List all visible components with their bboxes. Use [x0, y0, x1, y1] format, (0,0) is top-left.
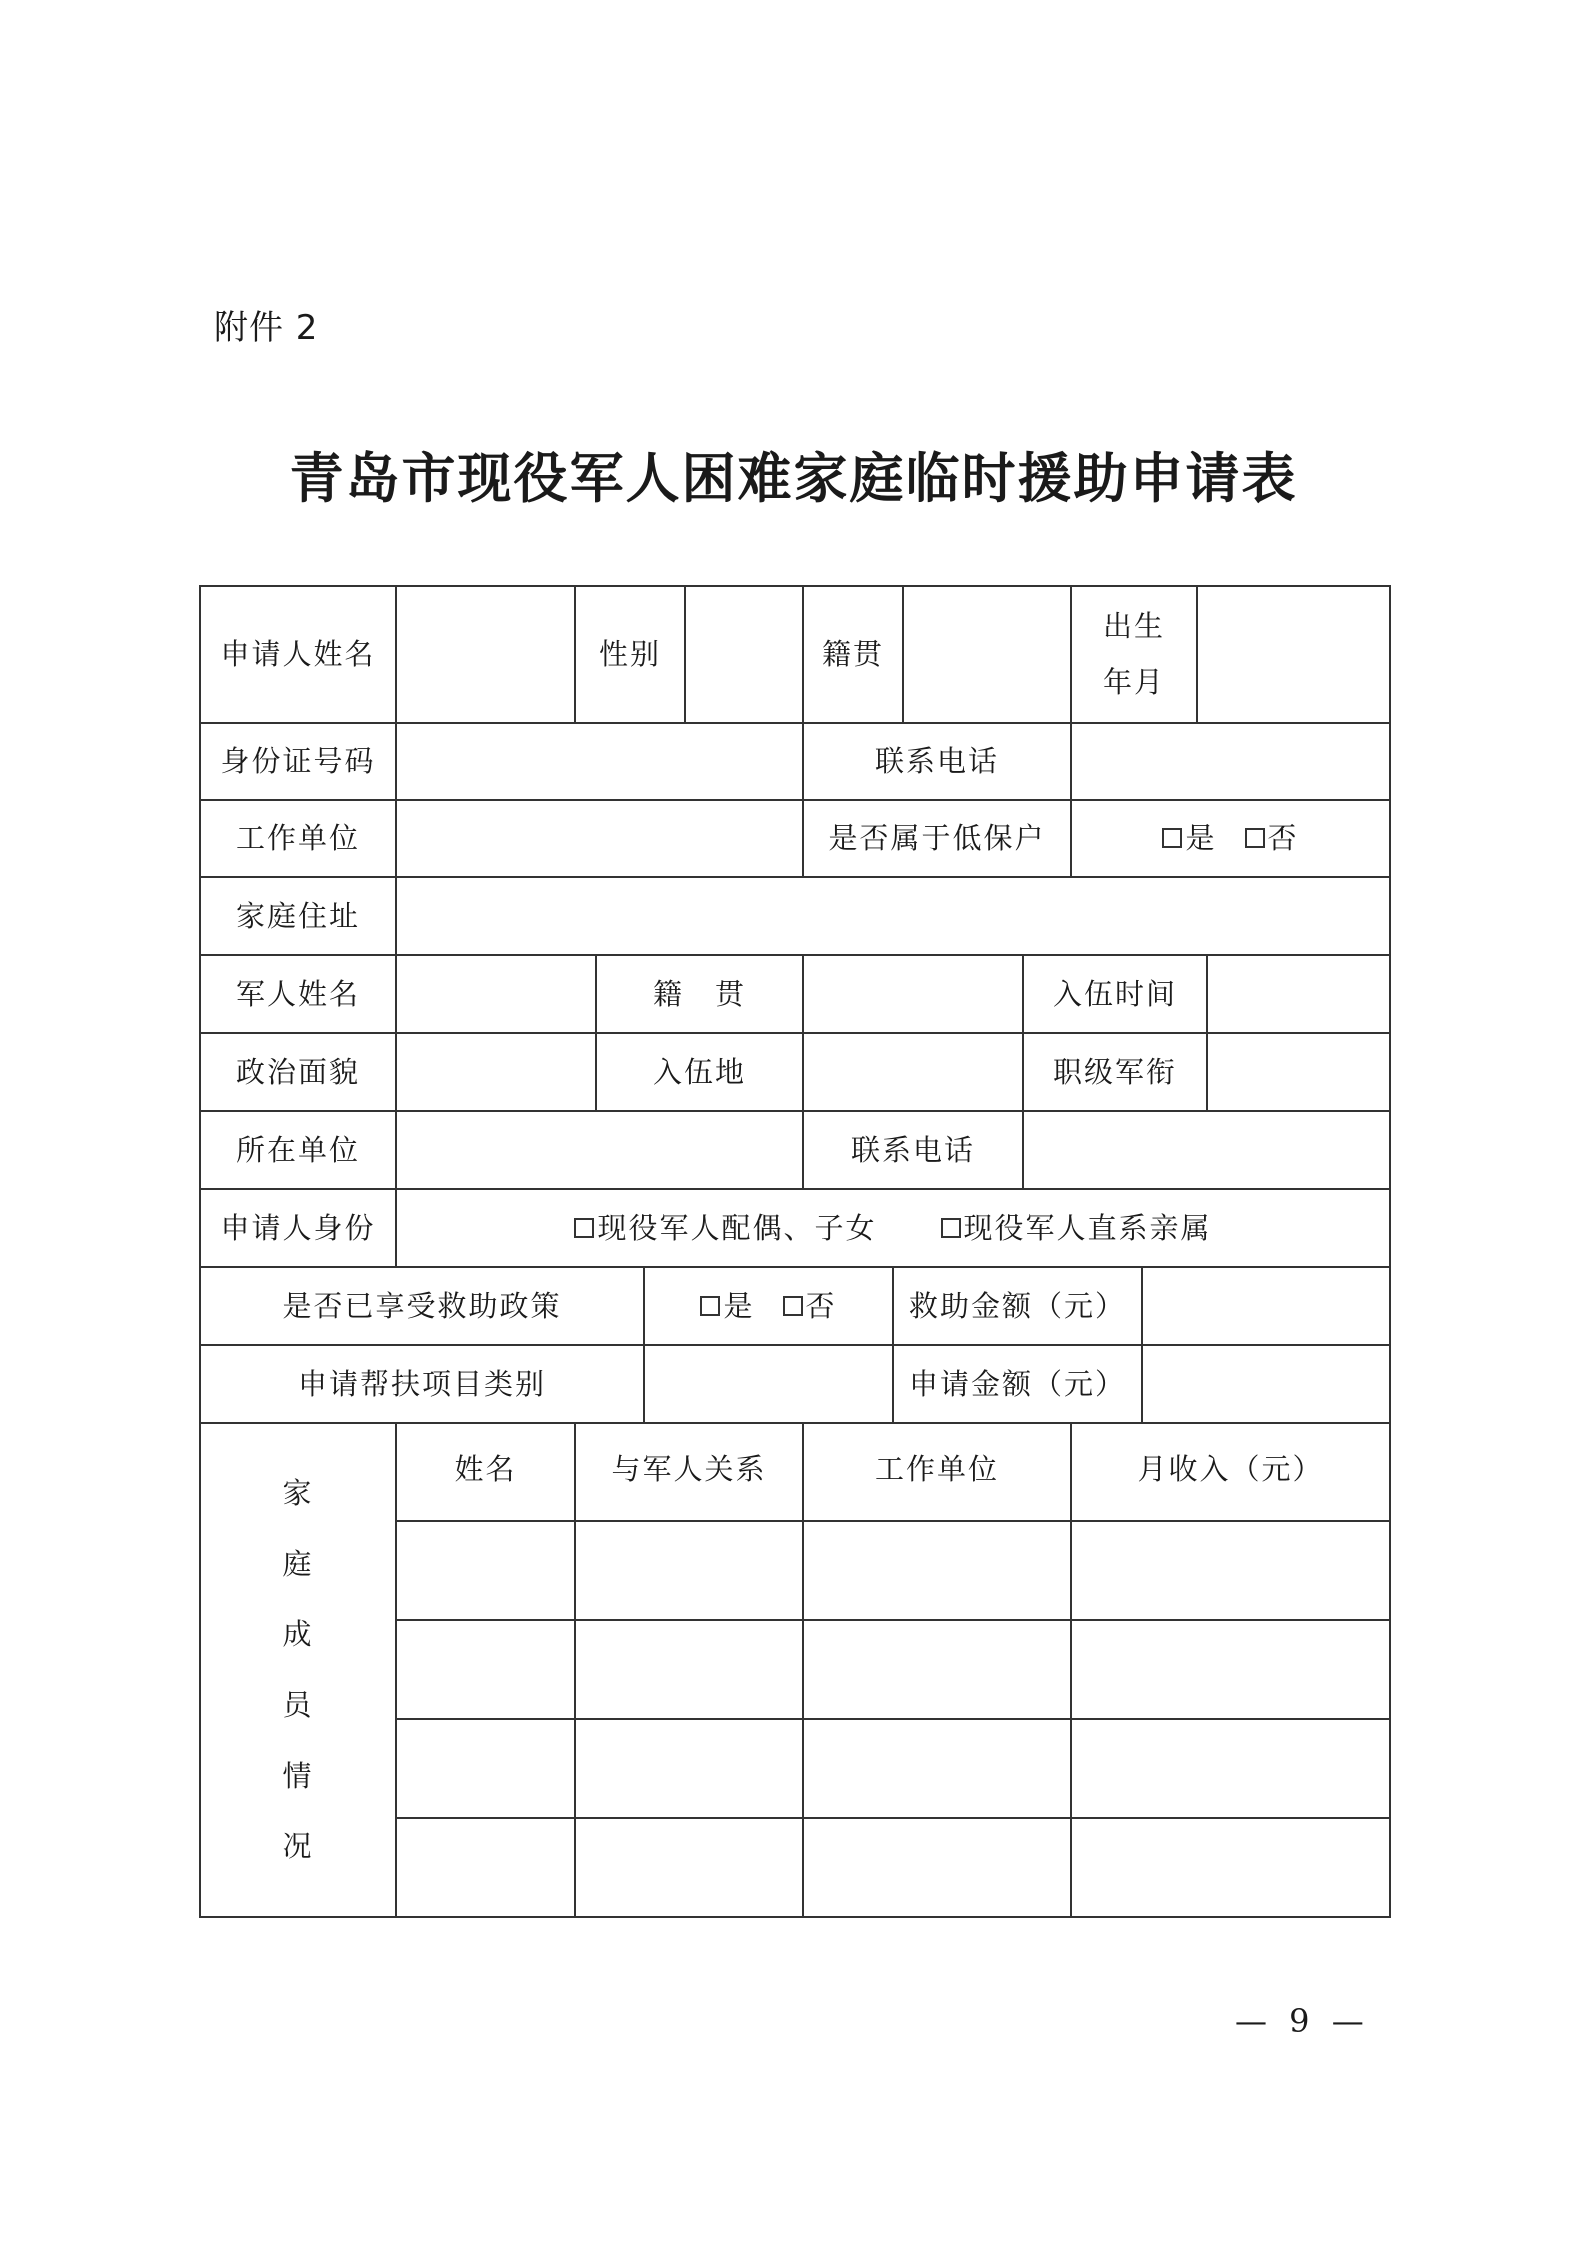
- family-relation-cell[interactable]: [576, 1522, 802, 1619]
- rank-label: 职级军衔: [1052, 1054, 1177, 1089]
- family-members-label: [201, 1440, 395, 1900]
- work-unit-field[interactable]: [397, 801, 802, 876]
- family-work-unit-cell[interactable]: [804, 1819, 1070, 1916]
- applicant-identity-label: 申请人身份: [220, 1210, 376, 1245]
- applicant-phone-field[interactable]: [1072, 724, 1389, 799]
- checkbox-icon: [700, 1296, 720, 1316]
- native-place-field[interactable]: [904, 587, 1070, 722]
- family-label-char: 情: [282, 1758, 314, 1793]
- enlist-place-label: 入伍地: [652, 1054, 746, 1089]
- family-label-char: 成: [282, 1617, 314, 1652]
- gender-label: 性别: [598, 637, 661, 672]
- birth-date-field[interactable]: [1198, 587, 1389, 722]
- home-address-label: 家庭住址: [235, 898, 360, 933]
- family-name-cell[interactable]: [397, 1621, 574, 1718]
- family-income-cell[interactable]: [1072, 1819, 1389, 1916]
- id-number-label: 身份证号码: [220, 744, 376, 779]
- family-name-cell[interactable]: [397, 1819, 574, 1916]
- family-relation-cell[interactable]: [576, 1621, 802, 1718]
- family-name-cell[interactable]: [397, 1522, 574, 1619]
- birth-date-label-line2: 年月: [1102, 665, 1165, 700]
- soldier-name-field[interactable]: [397, 956, 595, 1032]
- work-unit-label: 工作单位: [235, 821, 360, 856]
- enjoyed-policy-no-label: 否: [805, 1288, 837, 1323]
- family-label-char: 家: [282, 1475, 314, 1510]
- page-title: 青岛市现役军人困难家庭临时援助申请表: [289, 447, 1298, 510]
- soldier-unit-field[interactable]: [397, 1112, 802, 1188]
- family-relation-cell[interactable]: [576, 1720, 802, 1817]
- family-relation-cell[interactable]: [576, 1819, 802, 1916]
- family-income-cell[interactable]: [1072, 1522, 1389, 1619]
- low-income-yes-checkbox[interactable]: [1162, 821, 1216, 856]
- project-type-label: 申请帮扶项目类别: [297, 1366, 546, 1401]
- low-income-label: 是否属于低保户: [828, 821, 1046, 856]
- low-income-options: [1072, 801, 1389, 876]
- family-col-name: 姓名: [454, 1452, 517, 1486]
- identity-relative-label: 现役军人直系亲属: [963, 1210, 1212, 1245]
- aid-amount-label: 救助金额（元）: [908, 1288, 1126, 1323]
- soldier-native-place-field[interactable]: [804, 956, 1022, 1032]
- identity-spouse-label: 现役军人配偶、子女: [597, 1210, 877, 1245]
- gender-field[interactable]: [686, 587, 802, 722]
- family-work-unit-cell[interactable]: [804, 1522, 1070, 1619]
- checkbox-icon: [1245, 828, 1265, 848]
- identity-spouse-checkbox[interactable]: [574, 1211, 876, 1246]
- family-col-relation: 与军人关系: [611, 1452, 767, 1486]
- id-number-field[interactable]: [397, 724, 802, 799]
- low-income-yes-label: 是: [1185, 821, 1217, 856]
- family-label-char: 庭: [282, 1546, 314, 1581]
- enjoyed-policy-label: 是否已享受救助政策: [282, 1288, 562, 1323]
- applicant-identity-options: [397, 1190, 1389, 1266]
- family-income-cell[interactable]: [1072, 1621, 1389, 1718]
- family-label-char: 员: [282, 1687, 314, 1722]
- project-type-field[interactable]: [645, 1346, 892, 1422]
- attachment-label: 附件 2: [214, 308, 319, 348]
- checkbox-icon: [1162, 828, 1182, 848]
- birth-date-label: [1072, 587, 1196, 722]
- apply-amount-label: 申请金额（元）: [908, 1366, 1126, 1401]
- checkbox-icon: [574, 1218, 594, 1238]
- home-address-field[interactable]: [397, 878, 1389, 954]
- family-income-cell[interactable]: [1072, 1720, 1389, 1817]
- applicant-name-label: 申请人姓名: [220, 637, 376, 672]
- family-col-income: 月收入（元）: [1137, 1452, 1324, 1486]
- political-status-label: 政治面貌: [235, 1054, 360, 1089]
- family-work-unit-cell[interactable]: [804, 1720, 1070, 1817]
- family-work-unit-cell[interactable]: [804, 1621, 1070, 1718]
- enjoyed-policy-yes-label: 是: [723, 1288, 755, 1323]
- soldier-native-place-label: 籍 贯: [652, 976, 746, 1011]
- soldier-phone-field[interactable]: [1024, 1112, 1389, 1188]
- soldier-phone-label: 联系电话: [850, 1132, 975, 1167]
- page-number: — 9 —: [1235, 2002, 1370, 2040]
- enlist-time-label: 入伍时间: [1052, 976, 1177, 1011]
- rank-field[interactable]: [1208, 1034, 1389, 1110]
- soldier-unit-label: 所在单位: [235, 1132, 360, 1167]
- checkbox-icon: [941, 1218, 961, 1238]
- family-label-char: 况: [282, 1829, 314, 1864]
- family-col-work-unit: 工作单位: [874, 1452, 999, 1486]
- low-income-no-label: 否: [1267, 821, 1299, 856]
- enjoyed-policy-no-checkbox[interactable]: [783, 1289, 837, 1324]
- enjoyed-policy-options: [645, 1268, 892, 1344]
- applicant-phone-label: 联系电话: [874, 744, 999, 779]
- enjoyed-policy-yes-checkbox[interactable]: [700, 1289, 754, 1324]
- native-place-label: 籍贯: [821, 637, 884, 672]
- soldier-name-label: 军人姓名: [235, 976, 360, 1011]
- enlist-time-field[interactable]: [1208, 956, 1389, 1032]
- apply-amount-field[interactable]: [1143, 1346, 1389, 1422]
- applicant-name-field[interactable]: [397, 587, 574, 722]
- checkbox-icon: [783, 1296, 803, 1316]
- political-status-field[interactable]: [397, 1034, 595, 1110]
- enlist-place-field[interactable]: [804, 1034, 1022, 1110]
- identity-relative-checkbox[interactable]: [941, 1211, 1212, 1246]
- aid-amount-field[interactable]: [1143, 1268, 1389, 1344]
- low-income-no-checkbox[interactable]: [1245, 821, 1299, 856]
- family-name-cell[interactable]: [397, 1720, 574, 1817]
- birth-date-label-line1: 出生: [1102, 608, 1165, 643]
